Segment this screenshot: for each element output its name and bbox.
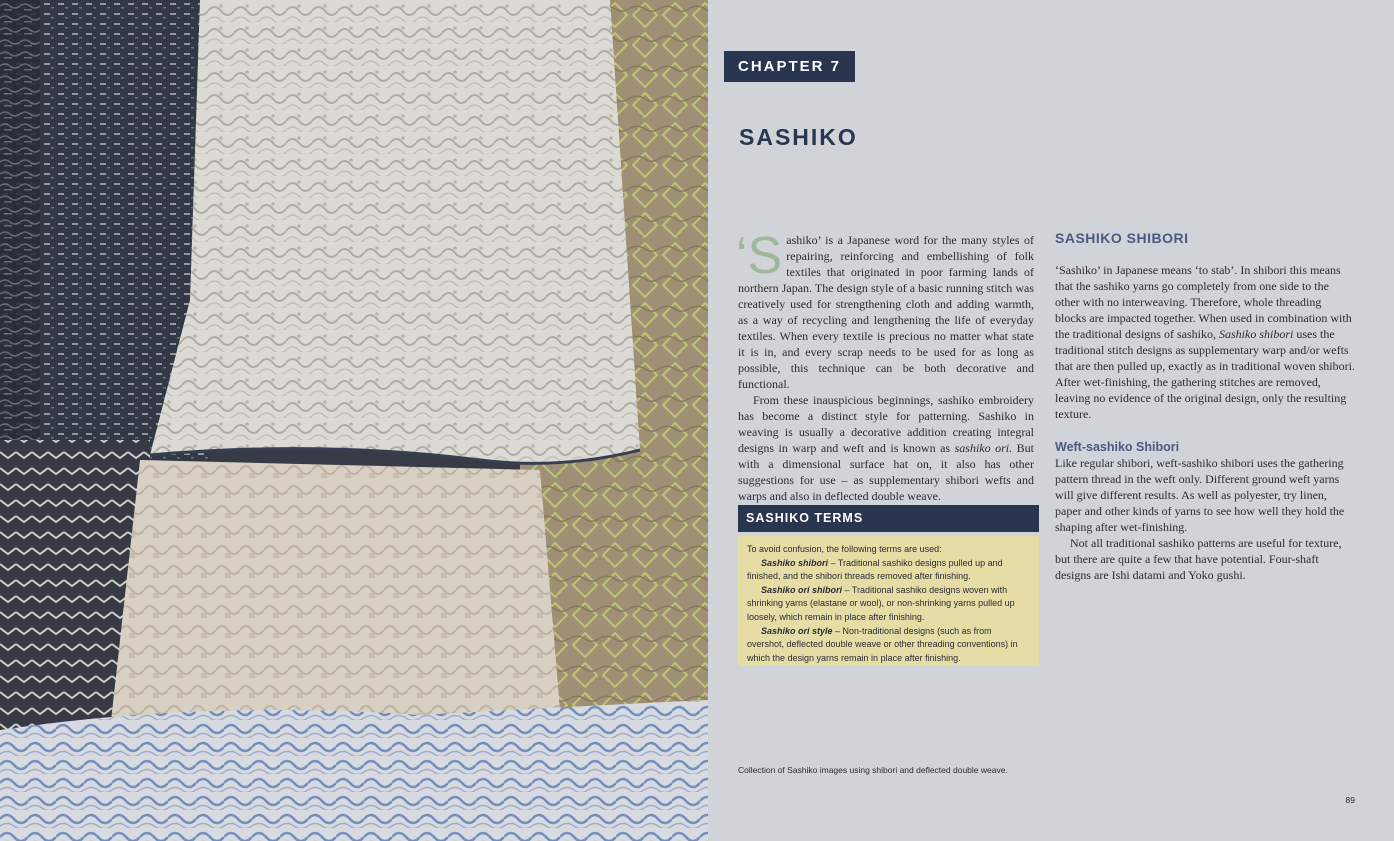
shibori-p1-text-a: ‘Sashiko’ in Japanese means ‘to stab’. In shibori this means that the sashiko yarns go completely from one side to the other with no interweaving. Therefore, whole threading blocks are impacted together. When used in combination with the traditional designs of sashiko, xyxy=(1055,263,1352,341)
chapter-label: CHAPTER 7 xyxy=(724,51,855,82)
page-number: 89 xyxy=(1345,795,1355,805)
term-name: Sashiko shibori xyxy=(761,557,829,568)
intro-column xyxy=(736,227,1034,504)
term-text: – Non-traditional designs (such as from overshot, deflected double weave or other threading conventions) in which the design yarns remain in place after finishing. xyxy=(747,625,1018,663)
term-text: – Traditional sashiko designs woven with shrinking yarns (elastane or wool), or non-shrinking yarns pulled up loosely, which remain in place after finishing. xyxy=(747,584,1015,622)
patterns-paragraph: Not all traditional sashiko patterns are useful for texture, but there are quite a few that have potential. Four-shaft designs are Ishi datami and Yoko gushi. xyxy=(1055,536,1342,582)
intro-p2-emphasis: sashiko ori. xyxy=(954,441,1013,455)
dropcap: ‘S xyxy=(736,227,783,285)
terms-intro: To avoid confusion, the following terms are used: xyxy=(747,544,942,554)
shibori-column xyxy=(1055,230,1355,583)
term-name: Sashiko ori style xyxy=(761,625,833,636)
weft-paragraph: Like regular shibori, weft-sashiko shibori uses the gathering pattern thread in the weft only. Different ground weft yarns will give different results. As well as polyester, try linen, paper and other kinds of yarns to see how well they hold the shaping after wet-finishing. xyxy=(1055,456,1345,534)
sashiko-terms-box xyxy=(738,505,1039,666)
term-item xyxy=(747,625,1030,666)
text-page xyxy=(708,0,1394,841)
term-text: – Traditional sashiko designs pulled up and finished, and the shibori threads removed after finishing. xyxy=(747,557,1003,582)
terms-heading: SASHIKO TERMS xyxy=(738,505,1039,532)
shibori-p1-emphasis: Sashiko shibori xyxy=(1218,327,1294,341)
terms-body xyxy=(738,536,1039,666)
shibori-paragraph-1 xyxy=(1055,262,1355,422)
photo-caption: Collection of Sashiko images using shibori and deflected double weave. xyxy=(738,765,1008,775)
weft-sashiko-heading: Weft-sashiko Shibori xyxy=(1055,440,1180,454)
term-name: Sashiko ori shibori xyxy=(761,584,843,595)
chapter-title: SASHIKO xyxy=(739,124,858,150)
shibori-p1-text-b: uses the traditional stitch designs as supplementary warp and/or wefts that are then pulled up, exactly as in traditional woven shibori. After wet-finishing, the gathering stitches are removed, leaving no evidence of the original design, only the resulting texture. xyxy=(1055,327,1355,421)
intro-paragraph-2 xyxy=(738,392,1034,504)
term-item xyxy=(747,557,1030,584)
intro-p1-text: ashiko’ is a Japanese word for the many styles of repairing, reinforcing and embellishing of folk textiles that originated in poor farming lands of northern Japan. The design style of a basic running stitch was creatively used for strengthening cloth and adding warmth, as a way of recycling and lengthening the life of everyday textiles. When every textile is precious no matter what state it is in, and every scrap needs to be used for as long as possible, this technique can be both decorative and functional. xyxy=(738,233,1034,391)
term-item xyxy=(747,584,1030,625)
intro-p2-text-b: But with a dimensional surface hat on, it also has other suggestions for use – as supplementary shibori wefts and warps and also in deflected double weave. xyxy=(738,441,1034,503)
shibori-heading: SASHIKO SHIBORI xyxy=(1055,230,1189,246)
intro-paragraph-1 xyxy=(736,227,1034,392)
intro-p2-text-a: From these inauspicious beginnings, sashiko embroidery has become a distinct style for patterning. Sashiko in weaving is usually a decorative addition creating integral designs in warp and weft and is known as xyxy=(738,393,1034,455)
